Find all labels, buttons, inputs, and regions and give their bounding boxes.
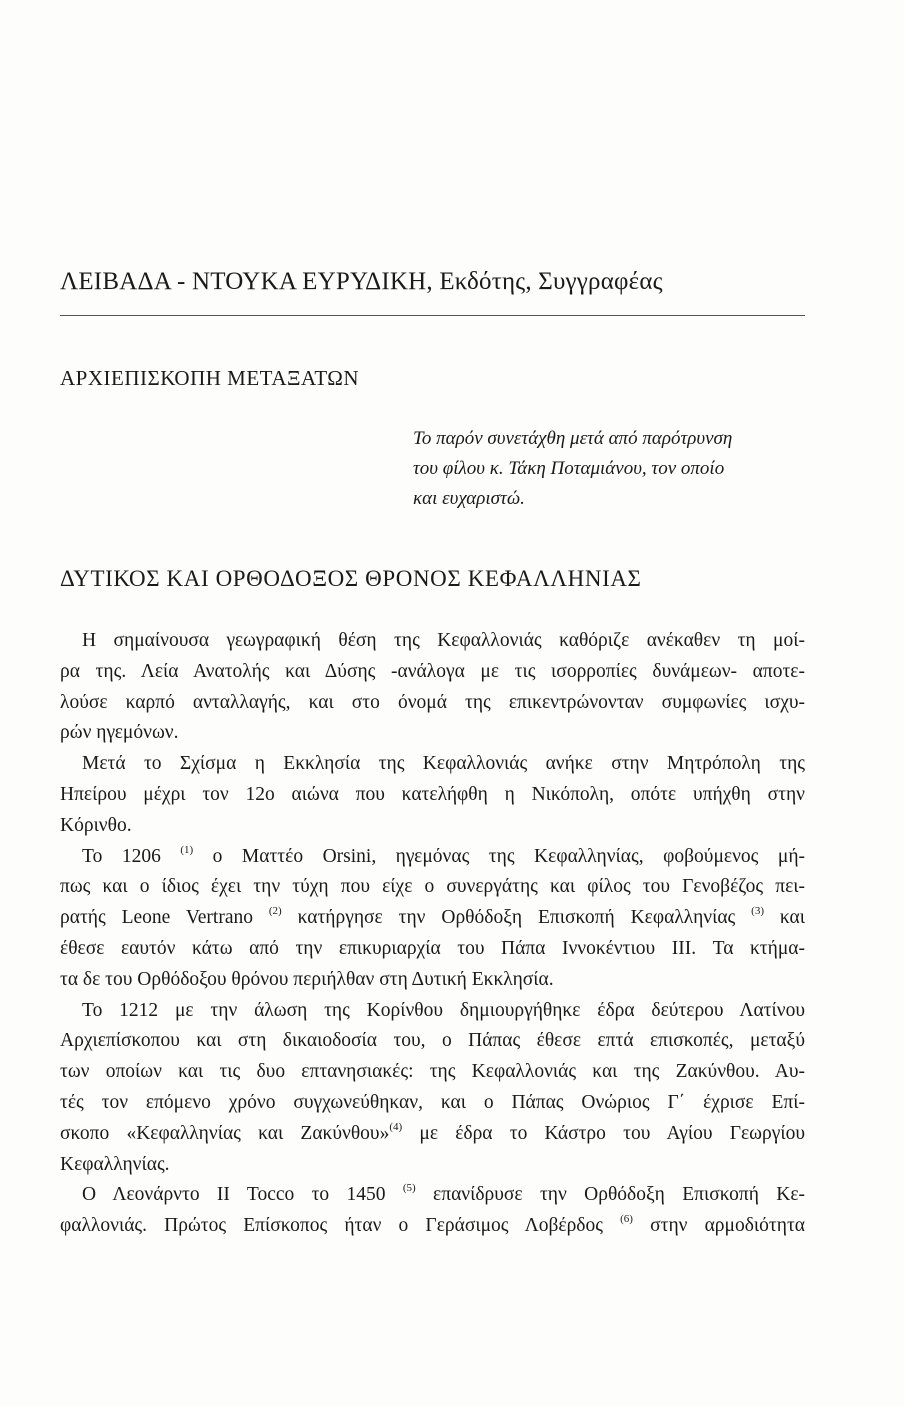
footnote-ref[interactable]: (4): [389, 1120, 403, 1133]
text-run: επανίδρυσε την Ορθόδοξη Επισκοπή Κε-: [433, 1184, 806, 1206]
text-run: στην αρμοδιότητα: [650, 1215, 806, 1237]
dedication-line: και ευχαριστώ.: [413, 488, 525, 509]
body-line: ρα της. Λεία Ανατολής και Δύσης -ανάλογα με τις ισορροπίες δυνάμεων- αποτε-: [60, 660, 805, 682]
body-line: τές τον επόμενο χρόνο συγχωνεύθηκαν, και ο Πάπας Ονώριος Γ΄ έχρισε Επί-: [60, 1091, 805, 1113]
body-line: [60, 842, 805, 873]
text-run: Ο Λεονάρντο II Tocco το 1450: [82, 1184, 386, 1206]
text-run: ρατής Leone Vertrano: [60, 907, 253, 929]
body-line: Κεφαλληνίας.: [60, 1153, 170, 1175]
text-run: σκοπο «Κεφαλληνίας και Ζακύνθου»: [60, 1122, 390, 1144]
header-divider: [60, 315, 805, 316]
body-line: έθεσε εαυτόν κάτω από την επικυριαρχία του Πάπα Ιννοκέντιου III. Τα κτήμα-: [60, 937, 805, 959]
footnote-ref[interactable]: (1): [180, 843, 194, 856]
body-text: [60, 626, 805, 1242]
body-line: πως και ο ίδιος έχει την τύχη που είχε ο συνεργάτης και φίλος του Γενοβέζος πει-: [60, 876, 805, 898]
footnote-ref[interactable]: (5): [402, 1182, 416, 1195]
section-title: ΑΡΧΙΕΠΙΣΚΟΠΗ ΜΕΤΑΞΑΤΩΝ: [60, 366, 360, 390]
text-run: Το 1206: [82, 845, 161, 867]
body-line: Κόρινθο.: [60, 814, 132, 836]
body-line: των οποίων και τις δυο επτανησιακές: της Κεφαλλονιάς και της Ζακύνθου. Αυ-: [60, 1061, 805, 1083]
body-line: Ηπείρου μέχρι τον 12ο αιώνα που κατελήφθη η Νικόπολη, οπότε υπήχθη στην: [60, 783, 805, 805]
body-line: λούσε καρπό ανταλλαγής, και στο όνομά της επικεντρώνονταν συμφωνίες ισχυ-: [60, 691, 805, 713]
dedication-line: Το παρόν συνετάχθη μετά από παρότρυνση: [413, 428, 733, 449]
text-run: φαλλονιάς. Πρώτος Επίσκοπος ήταν ο Γεράσιμος Λοβέρδος: [60, 1215, 603, 1237]
text-run: με έδρα το Κάστρο του Αγίου Γεωργίου: [419, 1122, 805, 1144]
dedication-note: [413, 424, 803, 514]
footnote-ref[interactable]: (3): [751, 905, 764, 918]
chapter-title: ΔΥΤΙΚΟΣ ΚΑΙ ΟΡΘΟΔΟΞΟΣ ΘΡΟΝΟΣ ΚΕΦΑΛΛΗΝΙΑΣ: [60, 566, 642, 591]
body-line: τα δε του Ορθόδοξου θρόνου περιήλθαν στη Δυτική Εκκλησία.: [60, 968, 554, 990]
body-line: Το 1212 με την άλωση της Κορίνθου δημιουργήθηκε έδρα δεύτερου Λατίνου: [82, 999, 805, 1021]
body-line: [60, 903, 805, 934]
body-line: Αρχιεπίσκοπου και στη δικαιοδοσία του, ο Πάπας έθεσε επτά επισκοπές, μεταξύ: [60, 1030, 805, 1052]
body-line: [60, 1180, 805, 1211]
body-line: Η σημαίνουσα γεωγραφική θέση της Κεφαλλονιάς καθόριζε ανέκαθεν τη μοί-: [82, 630, 805, 651]
dedication-line: του φίλου κ. Τάκη Ποταμιάνου, τον οποίο: [413, 458, 725, 479]
body-line: Μετά το Σχίσμα η Εκκλησία της Κεφαλλονιάς ανήκε στην Μητρόπολη της: [82, 753, 805, 775]
body-line: [60, 1119, 805, 1150]
text-run: και: [779, 907, 805, 929]
footnote-ref[interactable]: (2): [268, 905, 282, 918]
body-line: ρών ηγεμόνων.: [60, 722, 179, 744]
footnote-ref[interactable]: (6): [620, 1213, 633, 1226]
body-line: [60, 1211, 805, 1242]
text-run: ο Ματτέο Orsini, ηγεμόνας της Κεφαλληνίας, φοβούμενος μή-: [212, 845, 806, 867]
text-run: κατήργησε την Ορθόδοξη Επισκοπή Κεφαλληνίας: [297, 907, 736, 929]
author-header: ΛΕΙΒΑΔΑ - ΝΤΟΥΚΑ ΕΥΡΥΔΙΚΗ, Εκδότης, Συγγραφέας: [60, 268, 663, 295]
